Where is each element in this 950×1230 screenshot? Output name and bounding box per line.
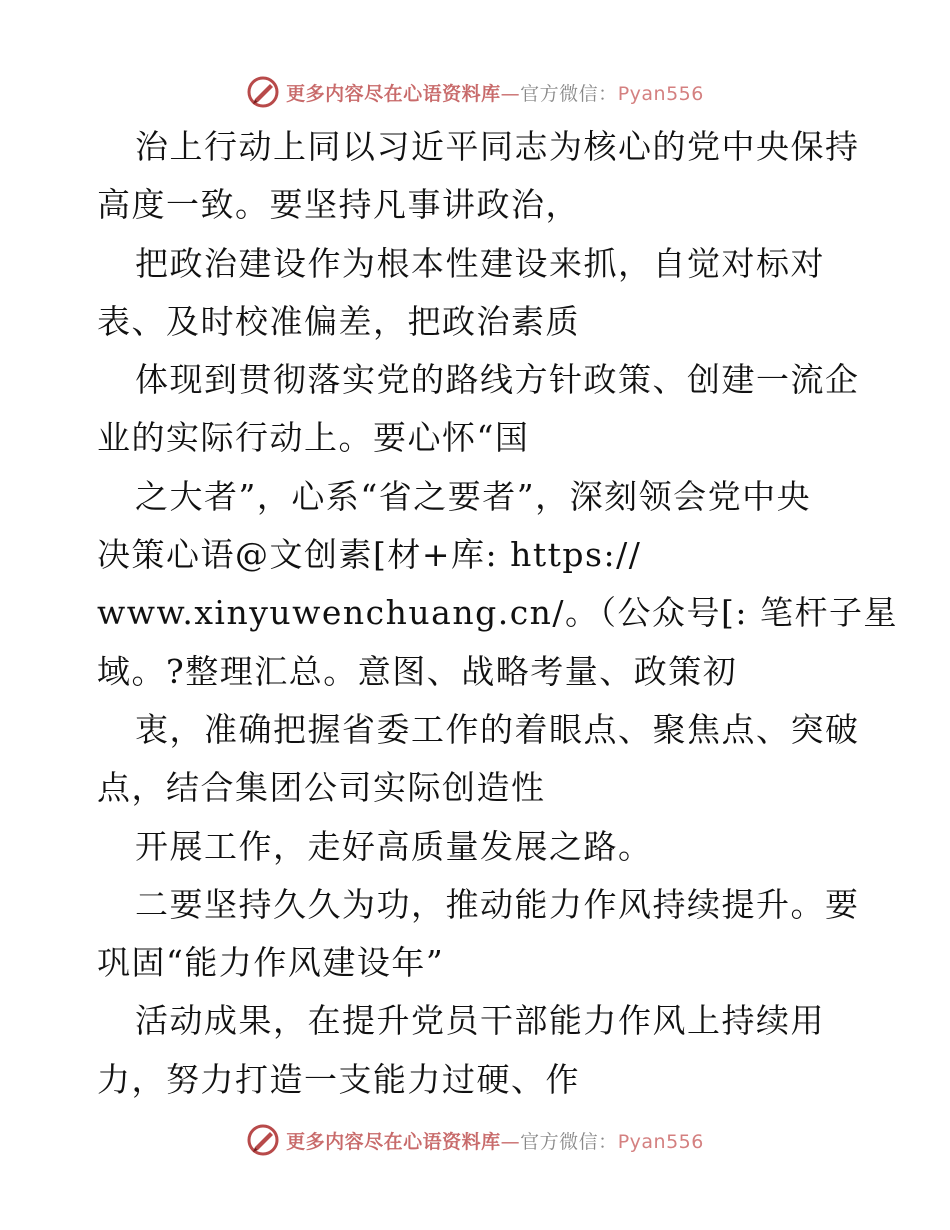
text-line: 巩固“能力作风建设年” [97, 943, 445, 983]
text-line: 点，结合集团公司实际创造性 [97, 768, 546, 808]
header-banner-text [286, 79, 704, 106]
text-line: 高度一致。要坚持凡事讲政治， [97, 185, 580, 225]
footer-banner [0, 1120, 950, 1160]
text-line: 业的实际行动上。要心怀“国 [97, 418, 530, 458]
text-line: 决策心语@文创素[材+库: https:// [97, 535, 642, 575]
header-banner-title: 更多内容尽在心语资料库 [286, 82, 501, 105]
text-line: 体现到贯彻落实党的路线方针政策、创建一流企 [135, 360, 860, 400]
document-body [97, 118, 899, 1109]
pen-logo-icon [246, 1123, 280, 1157]
text-line: 开展工作，走好高质量发展之路。 [135, 826, 653, 866]
header-banner [0, 72, 950, 112]
pen-logo-icon [246, 75, 280, 109]
footer-banner-title: 更多内容尽在心语资料库 [286, 1130, 501, 1153]
header-banner-dash: — [500, 82, 521, 105]
text-line: 力，努力打造一支能力过硬、作 [97, 1059, 580, 1099]
text-line: 把政治建设作为根本性建设来抓，自觉对标对 [135, 243, 825, 283]
footer-wechat-id: Pyan556 [617, 1130, 704, 1153]
text-line: www.xinyuwenchuang.cn/。（公众号[: 笔杆子星 [97, 593, 899, 633]
footer-banner-text [286, 1127, 704, 1154]
text-line: 表、及时校准偏差，把政治素质 [97, 301, 580, 341]
header-wechat-id: Pyan556 [617, 82, 704, 105]
footer-wechat-label: 官方微信： [520, 1130, 618, 1153]
text-line: 衷，准确把握省委工作的着眼点、聚焦点、突破 [135, 709, 860, 749]
text-line: 之大者”，心系“省之要者”，深刻领会党中央 [135, 476, 812, 516]
text-line: 域。?整理汇总。意图、战略考量、政策初 [97, 651, 738, 691]
header-wechat-label: 官方微信： [520, 82, 618, 105]
text-line: 治上行动上同以习近平同志为核心的党中央保持 [135, 127, 860, 166]
text-line: 二要坚持久久为功，推动能力作风持续提升。要 [135, 884, 860, 924]
footer-banner-dash: — [500, 1130, 521, 1153]
text-line: 活动成果，在提升党员干部能力作风上持续用 [135, 1001, 825, 1041]
